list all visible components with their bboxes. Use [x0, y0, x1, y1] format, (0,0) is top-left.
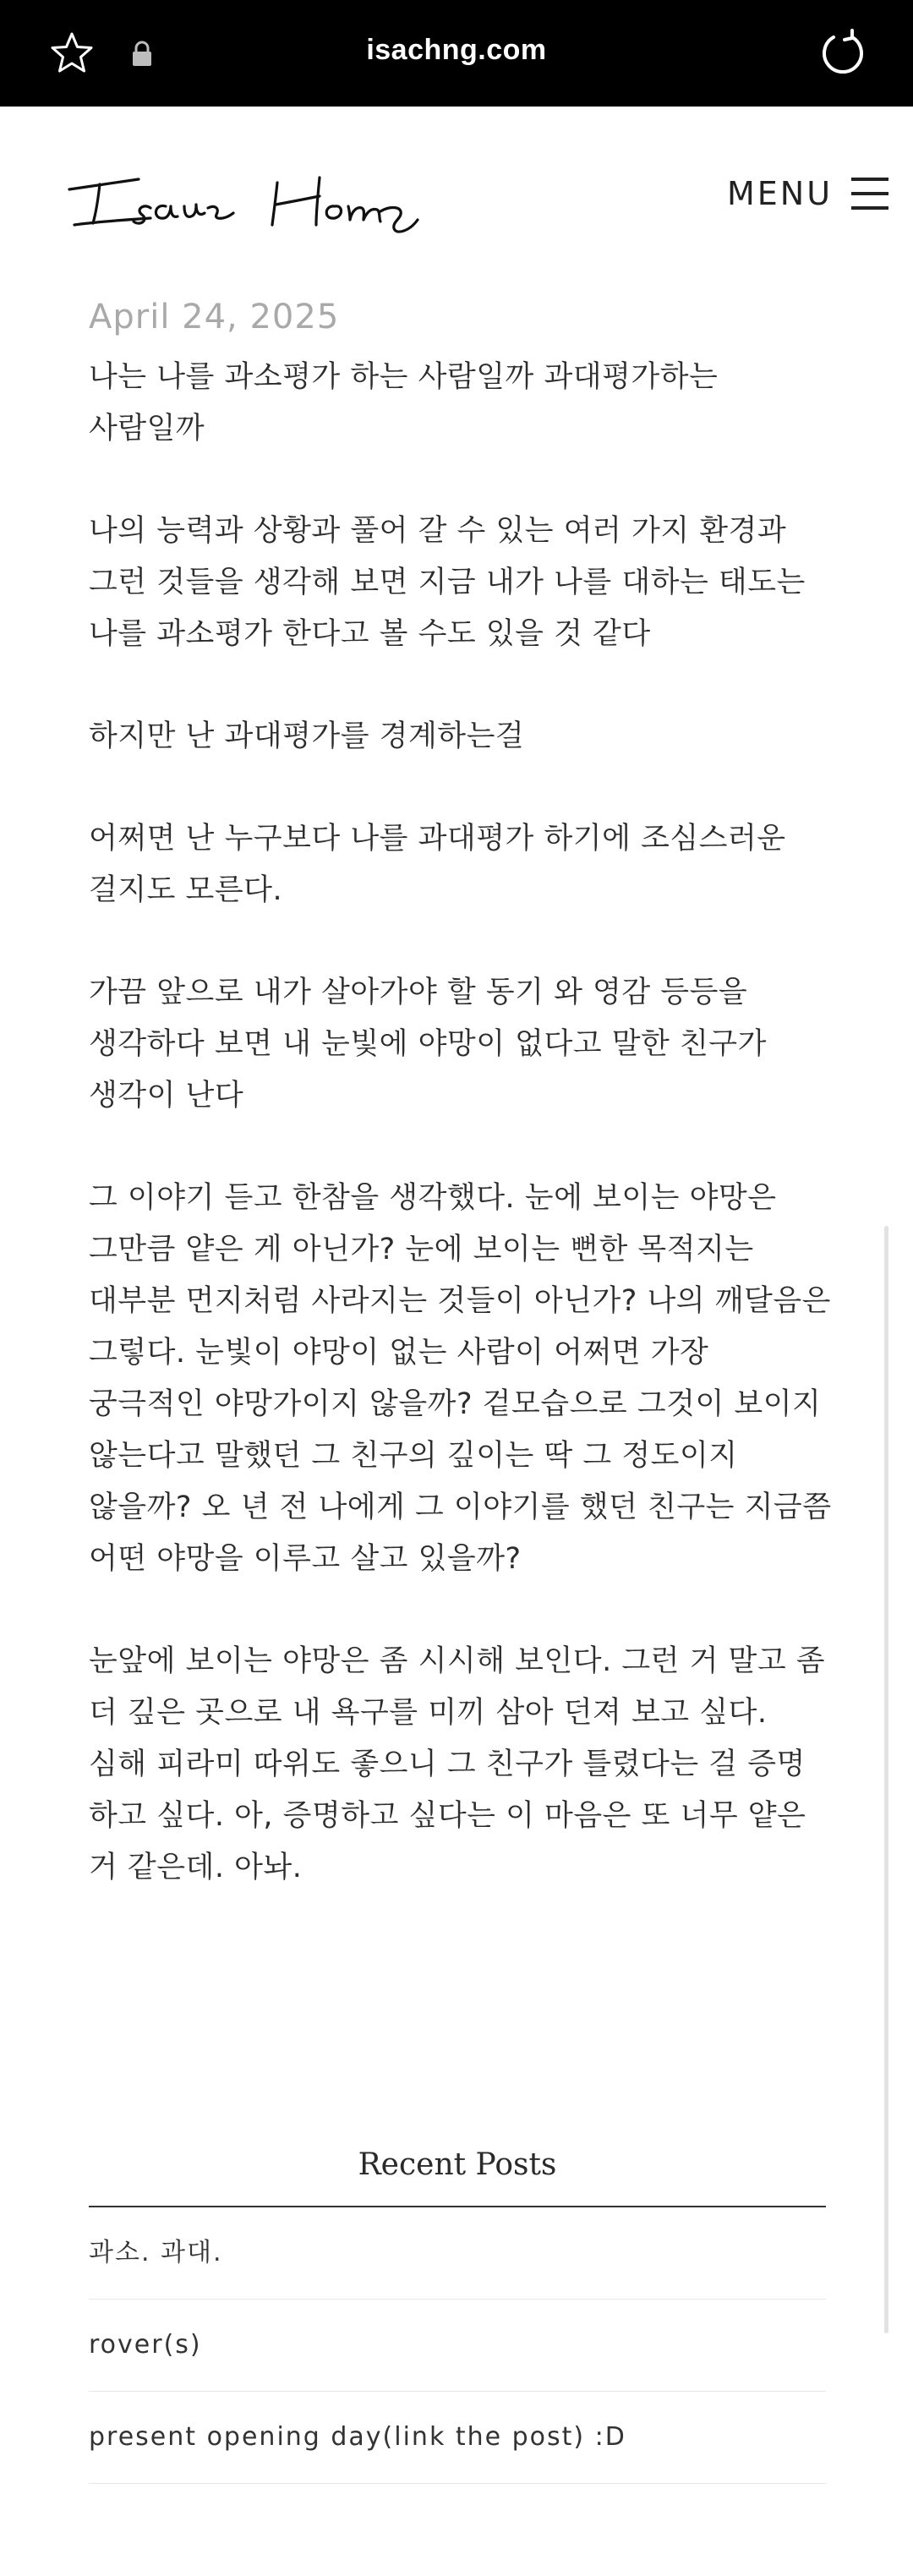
browser-bar	[0, 0, 913, 107]
blog-post	[89, 287, 833, 1944]
recent-posts-list	[89, 2207, 826, 2484]
menu-label: MENU	[727, 175, 834, 212]
scrollbar-thumb[interactable]	[884, 1226, 888, 2333]
recent-post-link[interactable]: rover(s)	[89, 2300, 826, 2392]
menu-button[interactable]	[727, 174, 888, 213]
site-header	[0, 107, 913, 284]
post-paragraph: 하지만 난 과대평가를 경계하는걸	[89, 719, 525, 753]
hamburger-icon	[851, 174, 888, 213]
recent-posts-title: Recent Posts	[89, 2147, 826, 2207]
post-paragraph: 그 이야기 듣고 한참을 생각했다. 눈에 보이는 야망은 그만큼 얕은 게 아닌가? 눈에 보이는 뻔한 목적지는 대부분 먼지처럼 사라지는 것들이 아닌가? 나의 깨달음은 그렇다. 눈빛이 야망이 없는 사람이 어쩌면 가장 궁극적인 야망가이지 않을까? 겉모습으로 그것이 보이지 않는다고 말했던 그 친구의 깊이는 딱 그 정도이지 않을까? 오 년 전 나에게 그 이야기를 했던 친구는 지금쯤 어떤 야망을 이루고 살고 있을까?	[89, 1181, 832, 1576]
post-paragraph: 가끔 앞으로 내가 살아가야 할 동기 와 영감 등등을 생각하다 보면 내 눈빛에 야망이 없다고 말한 친구가 생각이 난다	[89, 976, 767, 1113]
post-paragraph: 나의 능력과 상황과 풀어 갈 수 있는 여러 가지 환경과 그런 것들을 생각해 보면 지금 내가 나를 대하는 태도는 나를 과소평가 한다고 볼 수도 있을 것 같다	[89, 514, 806, 651]
post-body	[89, 352, 833, 1894]
reload-icon[interactable]	[818, 29, 867, 78]
recent-post-link[interactable]: present opening day(link the post) :D	[89, 2392, 826, 2484]
post-paragraph: 어쩌면 난 누구보다 나를 과대평가 하기에 조심스러운 걸지도 모른다.	[89, 822, 786, 907]
signature-logo[interactable]	[66, 157, 429, 242]
post-paragraph: 눈앞에 보이는 야망은 좀 시시해 보인다. 그런 거 말고 좀 더 깊은 곳으로 내 욕구를 미끼 삼아 던져 보고 싶다. 심해 피라미 따위도 좋으니 그 친구가 틀렸다는 걸 증명 하고 싶다. 아, 증명하고 싶다는 이 마음은 또 너무 얕은 거 같은데. 아놔.	[89, 1644, 826, 1884]
post-paragraph: 나는 나를 과소평가 하는 사람일까 과대평가하는 사람일까	[89, 360, 719, 446]
address-bar-url[interactable]: isachng.com	[366, 34, 547, 66]
recent-posts	[89, 2147, 826, 2484]
recent-post-link[interactable]: 과소. 과대.	[89, 2207, 826, 2300]
post-date: April 24, 2025	[89, 298, 340, 336]
